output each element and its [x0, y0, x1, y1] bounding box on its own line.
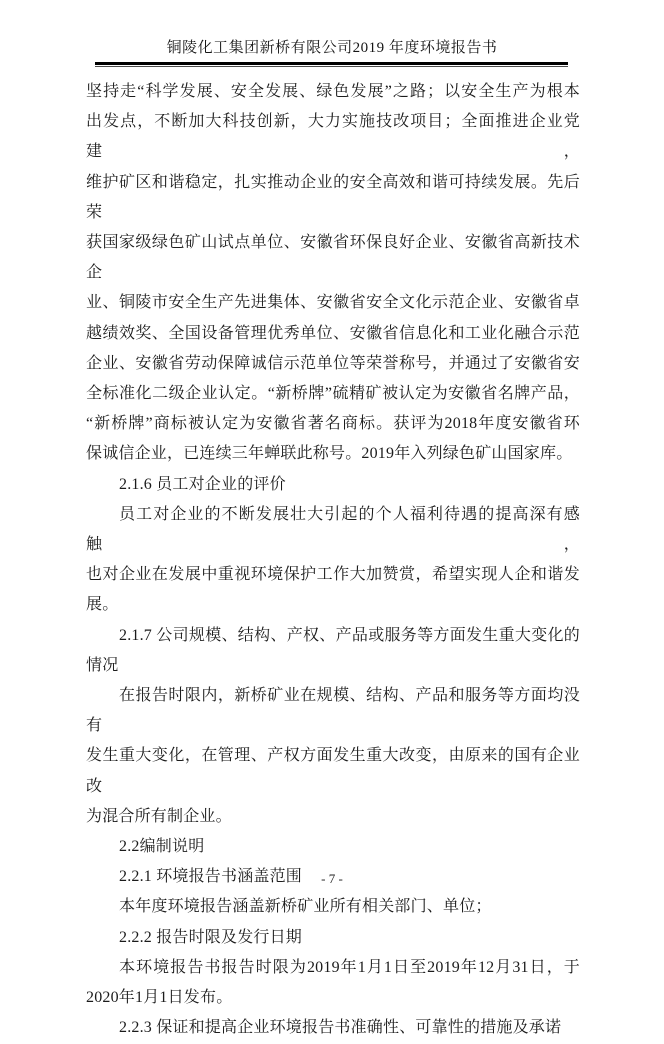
- text-line: 2.1.6 员工对企业的评价: [119, 475, 286, 493]
- text-line: 2020年1月1日发布。: [86, 989, 233, 1007]
- section-heading: [86, 1013, 580, 1043]
- text-line: 本环境报告书报告时限为2019年1月1日至2019年12月31日，于: [119, 958, 580, 976]
- text-line: 本年度环境报告涵盖新桥矿业所有相关部门、单位；: [119, 898, 492, 916]
- page-header-title: 铜陵化工集团新桥有限公司2019 年度环境报告书: [166, 40, 498, 56]
- text-line: 出发点，不断加大科技创新，大力实施技改项目；全面推进企业党建，: [86, 113, 580, 161]
- text-line: 2.2.3 保证和提高企业环境报告书准确性、可靠性的措施及承诺: [119, 1019, 562, 1037]
- document-body: [86, 77, 580, 1044]
- text-line: 业、铜陵市安全生产先进集体、安徽省安全文化示范企业、安徽省卓: [86, 294, 580, 312]
- section-heading: [86, 832, 580, 862]
- text-line: 2.1.7 公司规模、结构、产权、产品或服务等方面发生重大变化的: [119, 626, 580, 644]
- text-line: 越绩效奖、全国设备管理优秀单位、安徽省信息化和工业化融合示范: [86, 324, 580, 342]
- paragraph: [86, 500, 580, 621]
- text-line: 2.2.1 环境报告书涵盖范围: [119, 868, 303, 886]
- section-heading: [86, 923, 580, 953]
- paragraph: [86, 892, 580, 922]
- text-line: 获国家级绿色矿山试点单位、安徽省环保良好企业、安徽省高新技术企: [86, 234, 580, 282]
- text-line: 员工对企业的不断发展壮大引起的个人福利待遇的提高深有感触，: [86, 505, 580, 554]
- header-rule: [95, 62, 568, 67]
- text-line: 坚持走“科学发展、安全发展、绿色发展”之路；以安全生产为根本: [86, 83, 580, 100]
- text-line: 保诚信企业，已连续三年蝉联此称号。2019年入列绿色矿山国家库。: [86, 445, 573, 463]
- text-line: 也对企业在发展中重视环境保护工作大加赞赏，希望实现人企和谐发: [86, 566, 580, 584]
- text-line: 发生重大变化，在管理、产权方面发生重大改变，由原来的国有企业改: [86, 747, 580, 795]
- text-line: 维护矿区和谐稳定，扎实推动企业的安全高效和谐可持续发展。先后荣: [86, 173, 580, 221]
- text-line: 全标准化二级企业认定。“新桥牌”硫精矿被认定为安徽省名牌产品，: [86, 385, 580, 403]
- page-number: - 7 -: [321, 871, 343, 886]
- text-line: 展。: [86, 596, 119, 614]
- paragraph: [86, 681, 580, 832]
- text-line: 2.2编制说明: [119, 838, 205, 856]
- paragraph: [86, 953, 580, 1013]
- text-line: 企业、安徽省劳动保障诚信示范单位等荣誉称号，并通过了安徽省安: [86, 354, 580, 372]
- text-line: 为混合所有制企业。: [86, 807, 232, 825]
- text-line: 情况: [86, 656, 119, 674]
- section-heading: [86, 621, 580, 681]
- section-heading: [86, 470, 580, 500]
- paragraph: [86, 77, 580, 470]
- text-line: 在报告时限内，新桥矿业在规模、结构、产品和服务等方面均没有: [86, 687, 580, 735]
- text-line: “新桥牌”商标被认定为安徽省著名商标。获评为2018年度安徽省环: [86, 415, 580, 433]
- text-line: 2.2.2 报告时限及发行日期: [119, 928, 303, 946]
